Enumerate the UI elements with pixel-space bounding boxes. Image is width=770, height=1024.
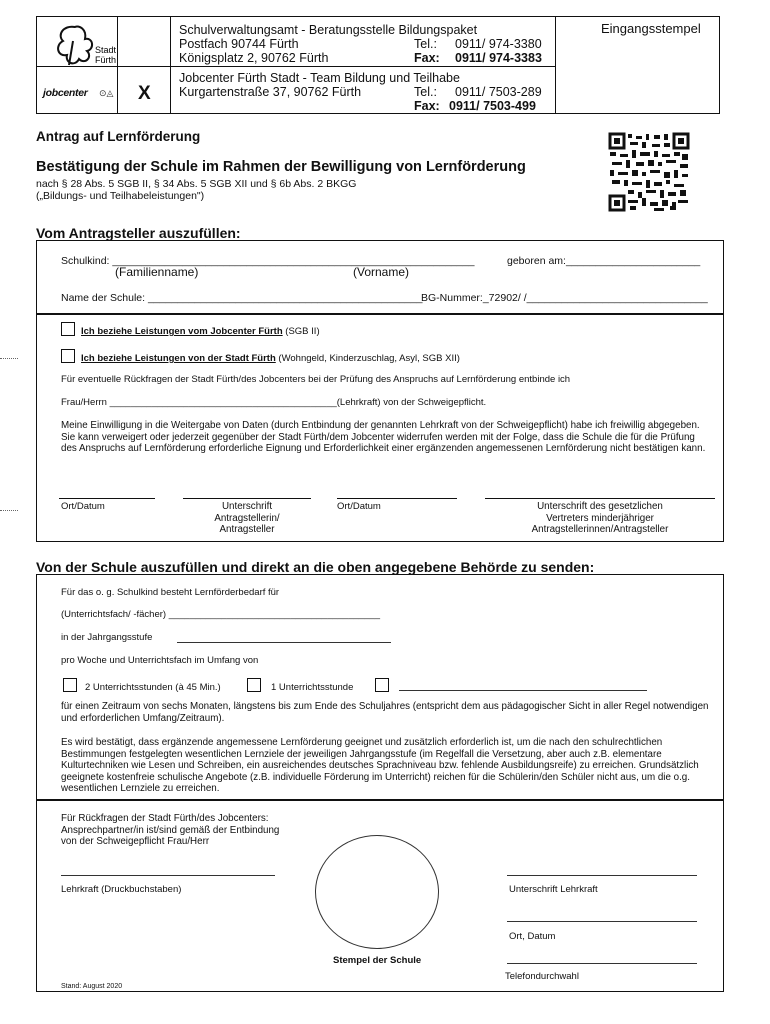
release-text: Für eventuelle Rückfragen der Stadt Fürth/des Jobcenters bei der Prüfung des Anspruchs auf Lernförderung entbinde ich [61, 374, 571, 385]
first-name-caption: (Vorname) [353, 265, 410, 279]
guardian-signature-label: Unterschrift des gesetzlichen Vertreters minderjähriger Antragstellerinnen/Antragsteller [531, 501, 669, 535]
form-title: Antrag auf Lernförderung [36, 129, 201, 144]
school-office-fax-label: Fax: [414, 51, 440, 65]
other-lessons-field[interactable] [399, 690, 647, 691]
stamp-field-label: Eingangsstempel [601, 21, 701, 36]
one-lesson-label: 1 Unterrichtsstunde [271, 682, 354, 693]
legal-basis-note: („Bildungs- und Teilhabeleistungen") [36, 190, 205, 202]
jobcenter-fax-label: Fax: [414, 99, 440, 113]
qr-code [608, 132, 690, 212]
phone-extension-label: Telefondurchwahl [505, 971, 579, 982]
svg-text:Stadt: Stadt [95, 45, 117, 55]
school-section-heading: Von der Schule auszufüllen und direkt an die oben angegebene Behörde zu senden: [36, 559, 595, 575]
form-version: Stand: August 2020 [61, 983, 123, 990]
consent-paragraph: Meine Einwilligung in die Weitergabe von Daten (durch Entbindung der genannten Lehrkraft von der Schweigepflicht) habe ich freiwillig abgegeben. Sie kann verweigert oder jederzeit gegenüber der Stadt Fürth/dem Jobcenter widerrufen werden mit der Folge, dass die Schule die für die Prüfung des Anspruchs auf Lernförderung erforderliche Eignung und Erforderlichkeit einer ergänzenden angemessenen Lernförderung nicht bestätigen kann. [61, 420, 706, 454]
child-name-field[interactable]: Schulkind: ______________________________________________________________ [61, 255, 475, 267]
confirmation-paragraph: Es wird bestätigt, dass ergänzende angemessene Lernförderung geeignet und zusätzlich erforderlich ist, um die nach den schulrechtlichen Bestimmungen festgelegten wesentlichen Lernziele der jeweiligen Jahrgangsstufe (im Regelfall die Versetzung, aber auch z.B. elementare Kulturtechniken wie Lesen und Schreiben, ein ausreichendes deutsches Sprachniveau bzw. fehlende Ausbildungsreife) zu erreichen. Grundsätzlich geeignete kostenfreie schulische Angebote (z.B. individuelle Förderung im Unterricht) reichen für die Schülerin/den Schüler nicht aus, um die o.g. wesentlichen Lernziele zu erreichen. [61, 737, 699, 794]
teacher-print-label: Lehrkraft (Druckbuchstaben) [61, 884, 182, 895]
school-signature-box [36, 800, 724, 992]
grade-field[interactable] [177, 642, 391, 643]
jobcenter-benefits-label: Ich beziehe Leistungen vom Jobcenter Fürth (SGB II) [81, 326, 320, 337]
place-date-line[interactable] [507, 921, 697, 922]
one-lesson-checkbox[interactable] [247, 678, 261, 692]
form-subtitle: Bestätigung der Schule im Rahmen der Bewilligung von Lernförderung [36, 159, 526, 175]
header-divider [170, 17, 171, 113]
contact-text: Für Rückfragen der Stadt Fürth/des Jobcenters: Ansprechpartner/in ist/sind gemäß der Entbindung von der Schweigepflicht Frau/Herr [61, 813, 280, 847]
jobcenter-street: Kurgartenstraße 37, 90762 Fürth [179, 85, 362, 99]
svg-text:Fürth: Fürth [95, 55, 117, 65]
subject-field[interactable]: (Unterrichtsfach/ -fächer) ________________________________________ [61, 609, 381, 620]
applicant-section-heading: Vom Antragsteller auszufüllen: [36, 225, 241, 241]
consent-box [36, 314, 724, 542]
school-office-name: Schulverwaltungsamt - Beratungsstelle Bildungspaket [179, 23, 478, 37]
legal-basis: nach § 28 Abs. 5 SGB II, § 34 Abs. 5 SGB XII und § 6b Abs. 2 BKGG [36, 178, 357, 190]
two-lessons-checkbox[interactable] [63, 678, 77, 692]
applicant-data-box [36, 240, 724, 314]
teacher-signature-label: Unterschrift Lehrkraft [509, 884, 598, 895]
school-office-tel: 0911/ 974-3380 [455, 37, 542, 51]
teacher-name-field[interactable]: Frau/Herrn ___________________________________________(Lehrkraft) von der Schweigepflicht. [61, 397, 487, 408]
school-office-fax: 0911/ 974-3383 [455, 51, 542, 65]
two-lessons-label: 2 Unterrichtsstunden (à 45 Min.) [85, 682, 221, 693]
fold-mark [0, 358, 18, 359]
jobcenter-fax: 0911/ 7503-499 [449, 99, 536, 113]
signature-line [485, 498, 715, 499]
bg-number-field[interactable]: BG-Nummer:_72902/ /_______________________________ [421, 292, 708, 304]
header-divider [555, 17, 556, 113]
header-table [36, 16, 720, 114]
birth-date-field[interactable]: geboren am:_______________________ [507, 255, 701, 267]
school-office-street: Königsplatz 2, 90762 Fürth [179, 51, 329, 65]
signature-line [337, 498, 457, 499]
signature-line [183, 498, 311, 499]
need-statement: Für das o. g. Schulkind besteht Lernförderbedarf für [61, 587, 280, 598]
school-name-field[interactable]: Name der Schule: _______________________________________________ [61, 292, 423, 304]
jobcenter-tel: 0911/ 7503-289 [455, 85, 542, 99]
jobcenter-benefits-checkbox[interactable] [61, 322, 75, 336]
teacher-print-line[interactable] [61, 875, 275, 876]
fold-mark [0, 510, 18, 511]
place-date-label: Ort/Datum [337, 501, 381, 512]
place-date-label: Ort/Datum [61, 501, 105, 512]
weekly-scope-label: pro Woche und Unterrichtsfach im Umfang von [61, 655, 259, 666]
jobcenter-logo: jobcenter [43, 87, 88, 99]
place-date-label: Ort, Datum [509, 931, 556, 942]
school-office-tel-label: Tel.: [414, 37, 437, 51]
teacher-signature-line[interactable] [507, 875, 697, 876]
city-benefits-checkbox[interactable] [61, 349, 75, 363]
family-name-caption: (Familienname) [115, 265, 199, 279]
other-lessons-checkbox[interactable] [375, 678, 389, 692]
school-assessment-box [36, 574, 724, 800]
signature-line [59, 498, 155, 499]
jobcenter-logo-icon: ⊙◬ [99, 88, 114, 98]
jobcenter-office-name: Jobcenter Fürth Stadt - Team Bildung und Teilhabe [179, 71, 460, 85]
school-stamp-area [315, 835, 439, 949]
period-paragraph: für einen Zeitraum von sechs Monaten, längstens bis zum Ende des Schuljahres (entspricht dem aus pädagogischer Sicht in aller Regel notwendigen und erforderlichen Umfang/Zeitraum). [61, 701, 709, 724]
jobcenter-tel-label: Tel.: [414, 85, 437, 99]
city-benefits-label: Ich beziehe Leistungen von der Stadt Fürth (Wohngeld, Kinderzuschlag, Asyl, SGB XII) [81, 353, 460, 364]
stadt-fuerth-logo [49, 21, 133, 69]
applicant-signature-label: Unterschrift Antragstellerin/ Antragsteller [214, 501, 280, 535]
phone-line[interactable] [507, 963, 697, 964]
school-stamp-label: Stempel der Schule [333, 955, 422, 966]
grade-label: in der Jahrgangsstufe [61, 632, 153, 643]
jobcenter-selected-mark: X [138, 83, 151, 104]
school-office-postfach: Postfach 90744 Fürth [179, 37, 299, 51]
